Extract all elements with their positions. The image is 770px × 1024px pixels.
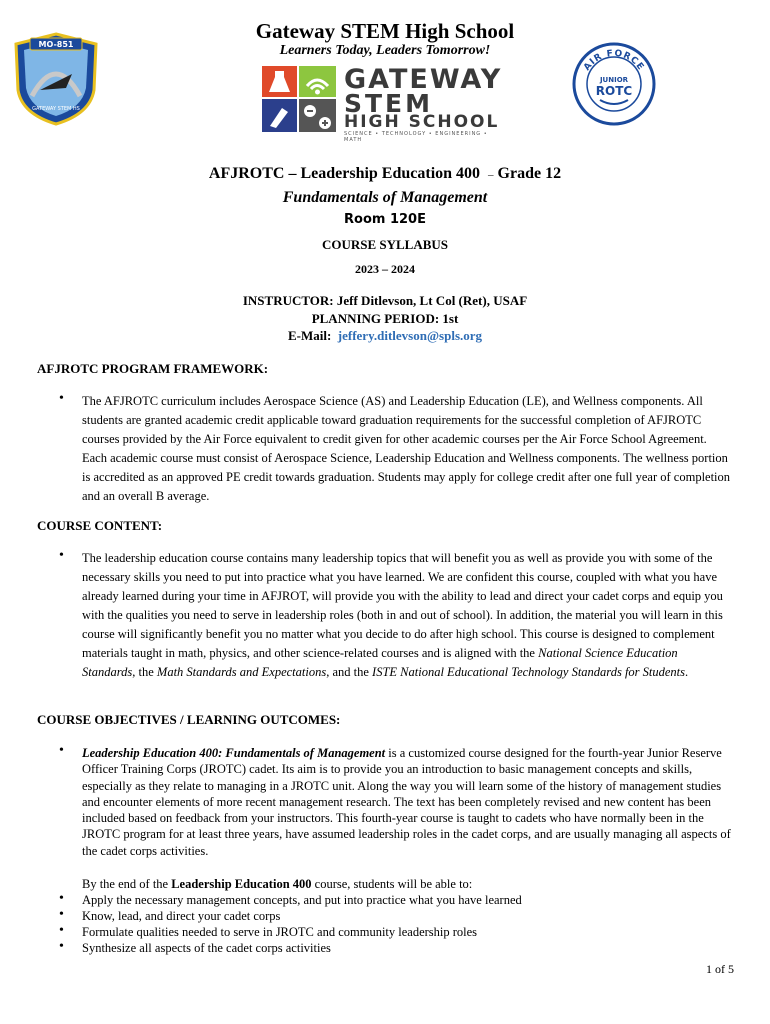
logo-tagline: SCIENCE • TECHNOLOGY • ENGINEERING • MATH: [344, 131, 488, 143]
objectives-body: is a customized course designed for the fourth-year Junior Reserve Officer Training Corps (JROTC) cadet. Its aim is to provide you an introduction to basic management concepts and skills, especially as they relate to managing in a JROTC unit. Along the way you will learn some of the history of management studies and encounter elements of more recent management research. The text has been completely revised and new content has been included based on feedback from your instructors. This fourth-year course is taught to cadets who have normally been in the JROTC program for at least three years, have assumed leadership roles in the cadet corps, and are usually managing all aspects of the cadet corps activities.: [82, 746, 731, 858]
outcome-item: Formulate qualities needed to serve in JROTC and community leadership roles: [82, 925, 478, 939]
content-text-a: The leadership education course contains many leadership topics that will benefit you as well as provide you with some of the necessary skills you need to put into practice what you have learned. We are confident this course, coupled with what you have already learned during your time in AFJROT, will provide you with the ability to lead and direct your cadet corps and equip you with the qualities you need to serve in leadership roles (both in and out of school). In addition, the material you will learn in this course will significantly benefit you no matter what you decide to do after high school. This course is designed to complement materials taught in math, physics, and other science-related courses and is aligned with the: [82, 551, 723, 660]
framework-text: [82, 392, 732, 506]
content-math-standards: Math Standards and Expectations: [156, 665, 327, 679]
content-nses: National Science Education Standards: [82, 646, 678, 679]
outcome-bullet: •: [59, 891, 64, 906]
seal-left-ring-text: GATEWAY STEM HS: [32, 106, 80, 112]
course-subtitle: Fundamentals of Management: [282, 189, 488, 206]
outcome-bullet: •: [59, 907, 64, 922]
content-heading: COURSE CONTENT:: [37, 518, 163, 533]
objectives-paragraph: [82, 745, 732, 859]
course-title-main: AFJROTC – Leadership Education 400: [208, 165, 481, 182]
school-motto: Learners Today, Leaders Tomorrow!: [279, 43, 491, 58]
by-end-line: [82, 876, 472, 892]
by-end-course: Leadership Education 400: [171, 877, 312, 891]
content-text-c: , and the: [326, 665, 373, 679]
content-text: [82, 549, 732, 682]
page-number: 1 of 5: [706, 962, 734, 976]
school-year: 2023 – 2024: [355, 262, 415, 276]
outcome-item: Apply the necessary management concepts, and put into practice what you have learned: [82, 893, 522, 907]
outcome-item: Synthesize all aspects of the cadet corps activities: [82, 941, 331, 955]
syllabus-heading: COURSE SYLLABUS: [321, 237, 449, 252]
logo-word-gateway: GATEWAY: [344, 64, 503, 95]
outcome-item: Know, lead, and direct your cadet corps: [82, 909, 281, 923]
content-bullet: •: [59, 548, 64, 563]
outcome-bullet: •: [59, 939, 64, 954]
content-text-d: .: [685, 665, 689, 679]
email-link[interactable]: jeffery.ditlevson@spls.org: [337, 328, 483, 343]
content-text-b: , the: [132, 665, 157, 679]
course-title-dash: –: [488, 169, 494, 181]
content-iste: ISTE National Educational Technology Standards for Students: [372, 665, 686, 679]
outcome-bullet: •: [59, 923, 64, 938]
afjrotc-seal-icon: [572, 42, 656, 126]
planning-period: PLANNING PERIOD: 1st: [311, 311, 459, 326]
course-title-grade: Grade 12: [497, 165, 562, 182]
email-line: [0, 328, 770, 344]
seal-right-ring-text: AIR FORCE: [582, 48, 646, 73]
seal-right-junior: JUNIOR: [599, 76, 629, 84]
framework-heading: AFJROTC PROGRAM FRAMEWORK:: [37, 361, 269, 376]
school-title: Gateway STEM High School: [255, 19, 515, 43]
room-number: Room 120E: [344, 212, 426, 227]
objectives-heading: COURSE OBJECTIVES / LEARNING OUTCOMES:: [37, 712, 341, 727]
logo-word-high-school: HIGH SCHOOL: [344, 112, 500, 132]
objectives-course-name: Leadership Education 400: Fundamentals of Management: [82, 746, 386, 760]
content-paragraph: [82, 549, 732, 682]
framework-paragraph: The AFJROTC curriculum includes Aerospace Science (AS) and Leadership Education (LE), and Wellness components. All students are granted academic credit applicable toward graduation requirements for the successful completion of AFJROTC courses provided by the Air Force equivalent to credit given for other academic courses per the Air Force School Agreement. Each academic course must consist of Aerospace Science, Leadership Education and Wellness components. The wellness portion is accredited as an approved PE credit towards graduation. Students may apply for college credit after one full year of completion and an overall B average.: [82, 394, 731, 503]
framework-bullet: •: [59, 391, 64, 406]
by-end-pre: By the end of the: [82, 877, 172, 891]
gateway-stem-logo: [262, 64, 508, 143]
seal-left-top-text: MO-851: [38, 40, 74, 49]
email-label: E-Mail:: [287, 328, 332, 343]
seal-right-rotc: ROTC: [595, 84, 633, 98]
logo-word-stem: STEM: [344, 89, 434, 118]
stem-quadrant-icon: [262, 66, 336, 132]
objectives-bullet: •: [59, 743, 64, 758]
course-title: [0, 165, 770, 183]
objectives-text: [82, 745, 732, 859]
by-end-post: course, students will be able to:: [311, 877, 473, 891]
instructor-line: INSTRUCTOR: Jeff Ditlevson, Lt Col (Ret), USAF: [242, 293, 528, 308]
